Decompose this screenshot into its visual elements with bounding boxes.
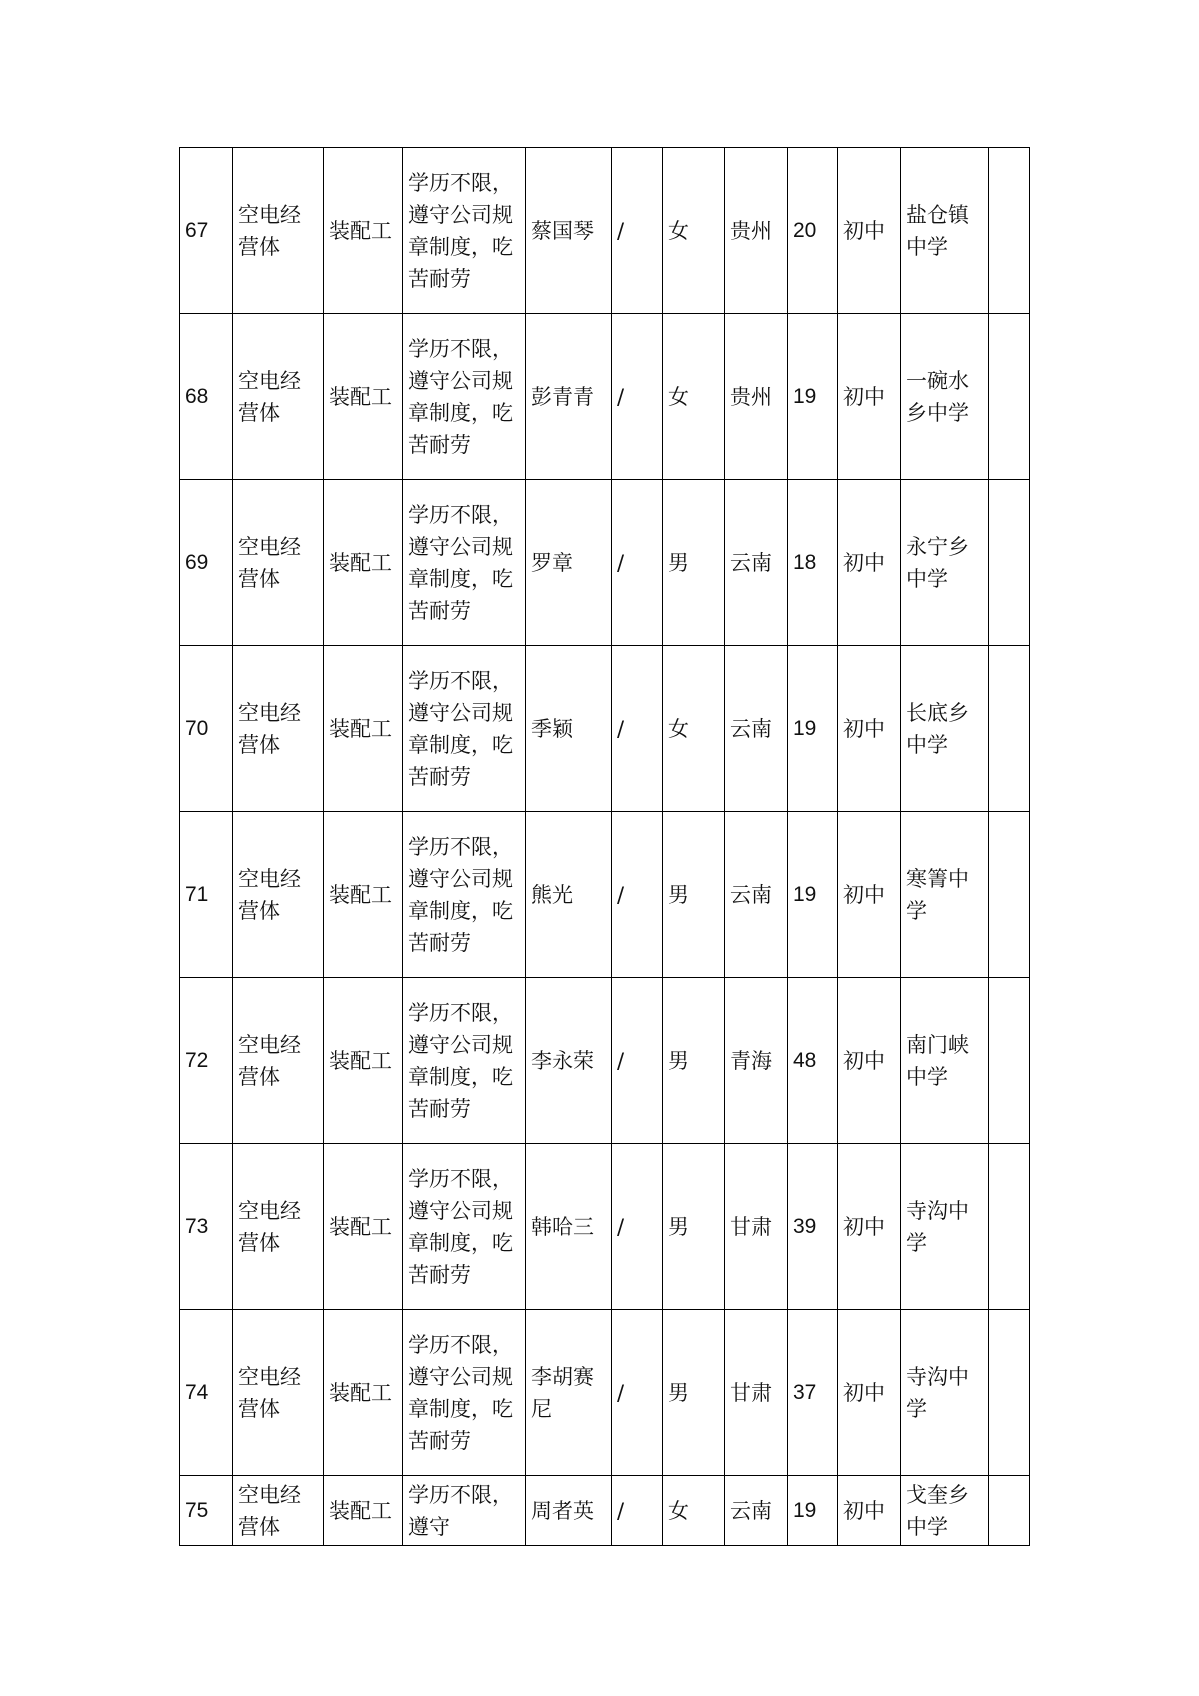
- requirement-cell: 学历不限，遵守公司规章制度，吃苦耐劳: [403, 978, 526, 1144]
- mark-cell: /: [612, 314, 663, 480]
- unit-cell: 空电经营体: [233, 1144, 324, 1310]
- post-cell: 装配工: [324, 978, 403, 1144]
- mark-cell: /: [612, 978, 663, 1144]
- table-row: [180, 646, 1030, 812]
- name-cell: 彭青青: [526, 314, 612, 480]
- gender-cell: 男: [663, 480, 725, 646]
- origin-cell: 贵州: [725, 148, 788, 314]
- origin-cell: 甘肃: [725, 1310, 788, 1476]
- extra-cell: [989, 148, 1030, 314]
- requirement-cell: 学历不限，遵守公司规章制度，吃苦耐劳: [403, 314, 526, 480]
- requirement-cell: 学历不限，遵守公司规章制度，吃苦耐劳: [403, 812, 526, 978]
- school-cell: 一碗水乡中学: [901, 314, 989, 480]
- school-cell: 南门峡中学: [901, 978, 989, 1144]
- education-cell: 初中: [838, 978, 901, 1144]
- age-cell: 19: [788, 314, 838, 480]
- extra-cell: [989, 314, 1030, 480]
- table-row: [180, 480, 1030, 646]
- row-number-cell: 72: [180, 978, 233, 1144]
- unit-cell: 空电经营体: [233, 646, 324, 812]
- age-cell: 39: [788, 1144, 838, 1310]
- unit-cell: 空电经营体: [233, 1476, 324, 1546]
- mark-cell: /: [612, 148, 663, 314]
- name-cell: 李永荣: [526, 978, 612, 1144]
- school-cell: 盐仓镇中学: [901, 148, 989, 314]
- education-cell: 初中: [838, 1310, 901, 1476]
- education-cell: 初中: [838, 646, 901, 812]
- table-row: [180, 148, 1030, 314]
- education-cell: 初中: [838, 148, 901, 314]
- table-row: [180, 1144, 1030, 1310]
- name-cell: 韩哈三: [526, 1144, 612, 1310]
- post-cell: 装配工: [324, 1476, 403, 1546]
- mark-cell: /: [612, 1310, 663, 1476]
- school-cell: 长底乡中学: [901, 646, 989, 812]
- requirement-cell: 学历不限，遵守: [403, 1476, 526, 1546]
- row-number-cell: 70: [180, 646, 233, 812]
- school-cell: 寒箐中学: [901, 812, 989, 978]
- name-cell: 季颖: [526, 646, 612, 812]
- gender-cell: 男: [663, 978, 725, 1144]
- education-cell: 初中: [838, 480, 901, 646]
- gender-cell: 男: [663, 1310, 725, 1476]
- post-cell: 装配工: [324, 1144, 403, 1310]
- gender-cell: 男: [663, 812, 725, 978]
- name-cell: 罗章: [526, 480, 612, 646]
- post-cell: 装配工: [324, 1310, 403, 1476]
- table-row: [180, 812, 1030, 978]
- gender-cell: 女: [663, 314, 725, 480]
- extra-cell: [989, 646, 1030, 812]
- name-cell: 李胡赛尼: [526, 1310, 612, 1476]
- row-number-cell: 74: [180, 1310, 233, 1476]
- unit-cell: 空电经营体: [233, 148, 324, 314]
- roster-body: [180, 148, 1030, 1546]
- age-cell: 37: [788, 1310, 838, 1476]
- age-cell: 20: [788, 148, 838, 314]
- extra-cell: [989, 978, 1030, 1144]
- origin-cell: 云南: [725, 480, 788, 646]
- row-number-cell: 71: [180, 812, 233, 978]
- school-cell: 永宁乡中学: [901, 480, 989, 646]
- gender-cell: 女: [663, 148, 725, 314]
- row-number-cell: 67: [180, 148, 233, 314]
- education-cell: 初中: [838, 1144, 901, 1310]
- extra-cell: [989, 1144, 1030, 1310]
- requirement-cell: 学历不限，遵守公司规章制度，吃苦耐劳: [403, 1144, 526, 1310]
- education-cell: 初中: [838, 314, 901, 480]
- unit-cell: 空电经营体: [233, 1310, 324, 1476]
- age-cell: 48: [788, 978, 838, 1144]
- employee-roster-table: [179, 147, 1030, 1546]
- mark-cell: /: [612, 646, 663, 812]
- school-cell: 寺沟中学: [901, 1310, 989, 1476]
- education-cell: 初中: [838, 1476, 901, 1546]
- unit-cell: 空电经营体: [233, 480, 324, 646]
- unit-cell: 空电经营体: [233, 314, 324, 480]
- name-cell: 蔡国琴: [526, 148, 612, 314]
- post-cell: 装配工: [324, 646, 403, 812]
- row-number-cell: 68: [180, 314, 233, 480]
- gender-cell: 女: [663, 1476, 725, 1546]
- extra-cell: [989, 1310, 1030, 1476]
- post-cell: 装配工: [324, 480, 403, 646]
- age-cell: 19: [788, 812, 838, 978]
- requirement-cell: 学历不限，遵守公司规章制度，吃苦耐劳: [403, 646, 526, 812]
- table-row: [180, 978, 1030, 1144]
- row-number-cell: 73: [180, 1144, 233, 1310]
- origin-cell: 云南: [725, 812, 788, 978]
- requirement-cell: 学历不限，遵守公司规章制度，吃苦耐劳: [403, 148, 526, 314]
- post-cell: 装配工: [324, 314, 403, 480]
- table-row: [180, 1310, 1030, 1476]
- table-row: [180, 314, 1030, 480]
- name-cell: 周者英: [526, 1476, 612, 1546]
- school-cell: 戈奎乡中学: [901, 1476, 989, 1546]
- requirement-cell: 学历不限，遵守公司规章制度，吃苦耐劳: [403, 480, 526, 646]
- mark-cell: /: [612, 812, 663, 978]
- school-cell: 寺沟中学: [901, 1144, 989, 1310]
- age-cell: 19: [788, 646, 838, 812]
- name-cell: 熊光: [526, 812, 612, 978]
- gender-cell: 男: [663, 1144, 725, 1310]
- row-number-cell: 69: [180, 480, 233, 646]
- gender-cell: 女: [663, 646, 725, 812]
- age-cell: 19: [788, 1476, 838, 1546]
- origin-cell: 甘肃: [725, 1144, 788, 1310]
- origin-cell: 青海: [725, 978, 788, 1144]
- row-number-cell: 75: [180, 1476, 233, 1546]
- extra-cell: [989, 1476, 1030, 1546]
- requirement-cell: 学历不限，遵守公司规章制度，吃苦耐劳: [403, 1310, 526, 1476]
- origin-cell: 云南: [725, 1476, 788, 1546]
- age-cell: 18: [788, 480, 838, 646]
- mark-cell: /: [612, 480, 663, 646]
- mark-cell: /: [612, 1144, 663, 1310]
- mark-cell: /: [612, 1476, 663, 1546]
- unit-cell: 空电经营体: [233, 978, 324, 1144]
- extra-cell: [989, 812, 1030, 978]
- table-row: [180, 1476, 1030, 1546]
- unit-cell: 空电经营体: [233, 812, 324, 978]
- post-cell: 装配工: [324, 148, 403, 314]
- origin-cell: 贵州: [725, 314, 788, 480]
- education-cell: 初中: [838, 812, 901, 978]
- extra-cell: [989, 480, 1030, 646]
- post-cell: 装配工: [324, 812, 403, 978]
- origin-cell: 云南: [725, 646, 788, 812]
